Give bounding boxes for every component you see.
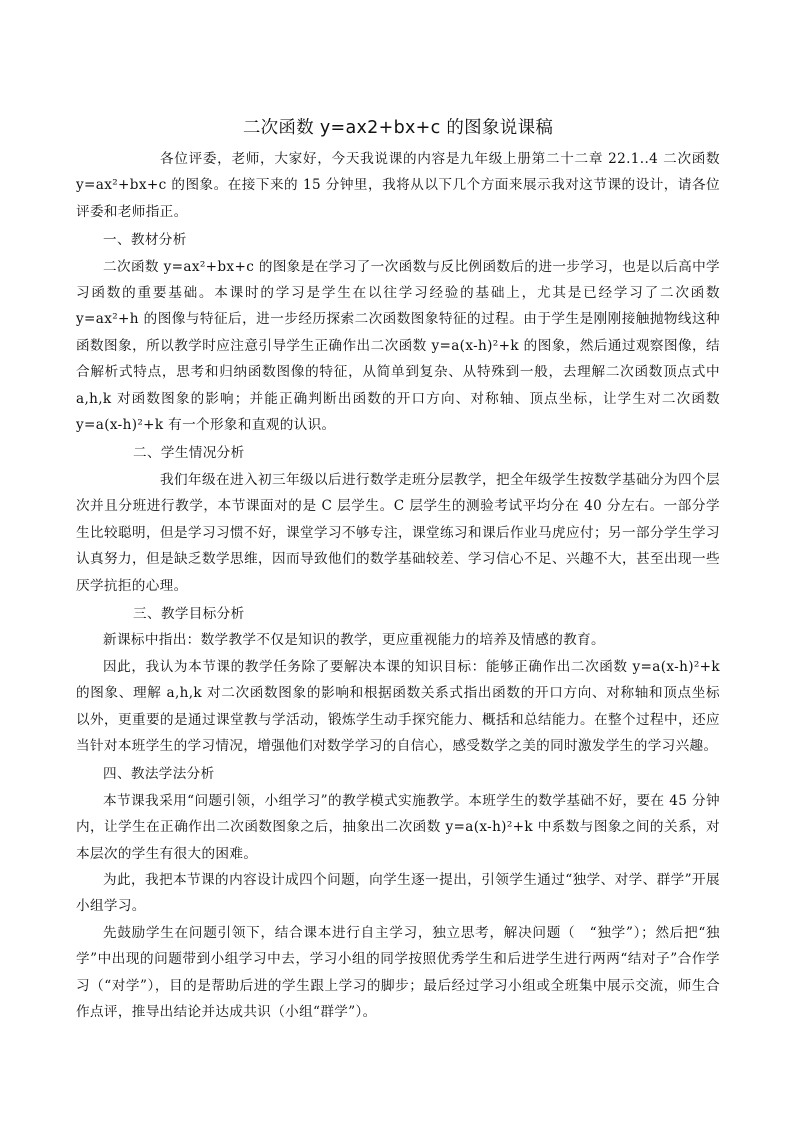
section-heading-2: 二、学生情况分析 [133,445,245,462]
section-4-paragraph-1: 本节课我采用“问题引领，小组学习”的教学模式实施教学。本班学生的数学基础不好，要在 45 分钟内，让学生在正确作出二次函数图象之后，抽象出二次函数 y=a(x-h)²+k 中系数与图象之间的关系，对本层次的学生有很大的困难。 [76,792,720,862]
section-heading-3: 三、教学目标分析 [133,605,245,622]
section-heading-4: 四、教法学法分析 [103,766,215,783]
section-heading-1: 一、教材分析 [103,232,187,249]
document-content [76,114,720,1025]
section-3-paragraph-2: 因此，我认为本节课的教学任务除了要解决本课的知识目标：能够正确作出二次函数 y=a(x-h)²+k 的图象、理解 a,h,k 对二次函数图象的影响和根据函数关系式指出函数的开口方向、对称轴和顶点坐标以外，更重要的是通过课堂教与学活动，锻炼学生动手探究能力、概括和总结能力。在整个过程中，还应当针对本班学生的学习情况，增强他们对数学学习的自信心，感受数学之美的同时激发学生的学习兴趣。 [76,658,720,754]
document-title: 二次函数 y=ax2+bx+c 的图象说课稿 [242,118,554,138]
section-2-paragraph-1: 我们年级在进入初三年级以后进行数学走班分层教学，把全年级学生按数学基础分为四个层次并且分班进行教学，本节课面对的是 C 层学生。C 层学生的测验考试平均分在 40 分左右。一部分学生比较聪明，但是学习习惯不好，课堂学习不够专注，课堂练习和课后作业马虎应付；另一部分学生学习认真努力，但是缺乏数学思维，因而导致他们的数学基础较差、学习信心不足、兴趣不大，甚至出现一些厌学抗拒的心理。 [76,471,720,594]
intro-paragraph: 各位评委，老师，大家好，今天我说课的内容是九年级上册第二十二章 22.1..4 二次函数 y=ax²+bx+c 的图象。在接下来的 15 分钟里，我将从以下几个方面来展示我对这节课的设计，请各位评委和老师指正。 [76,151,720,220]
section-4-paragraph-2: 为此，我把本节课的内容设计成四个问题，向学生逐一提出，引领学生通过“独学、对学、群学”开展小组学习。 [76,871,720,915]
section-4-paragraph-3: 先鼓励学生在问题引领下，结合课本进行自主学习，独立思考，解决问题（ “独学”）；然后把“独学”中出现的问题带到小组学习中去，学习小组的同学按照优秀学生和后进学生进行两两“结对子”合作学习（“对学”），目的是帮助后进的学生跟上学习的脚步；最后经过学习小组或全班集中展示交流，师生合作点评，推导出结论并达成共识（小组“群学”）。 [76,924,720,1020]
section-3-paragraph-1: 新课标中指出：数学教学不仅是知识的教学，更应重视能力的培养及情感的教育。 [103,632,605,649]
section-1-paragraph-1: 二次函数 y=ax²+bx+c 的图象是在学习了一次函数与反比例函数后的进一步学习，也是以后高中学习函数的重要基础。本课时的学习是学生在以往学习经验的基础上，尤其是已经学习了二次函数 y=ax²+h 的图像与特征后，进一步经历探索二次函数图象特征的过程。由于学生是刚刚接触抛物线这种函数图象，所以教学时应注意引导学生正确作出二次函数 y=a(x-h)²+k 的图象，然后通过观察图像，结合解析式特点，思考和归纳函数图像的特征，从简单到复杂、从特殊到一般，去理解二次函数顶点式中 a,h,k 对函数图象的影响；并能正确判断出函数的开口方向、对称轴、顶点坐标，让学生对二次函数 y=a(x-h)²+k 有一个形象和直观的认识。 [76,258,720,434]
